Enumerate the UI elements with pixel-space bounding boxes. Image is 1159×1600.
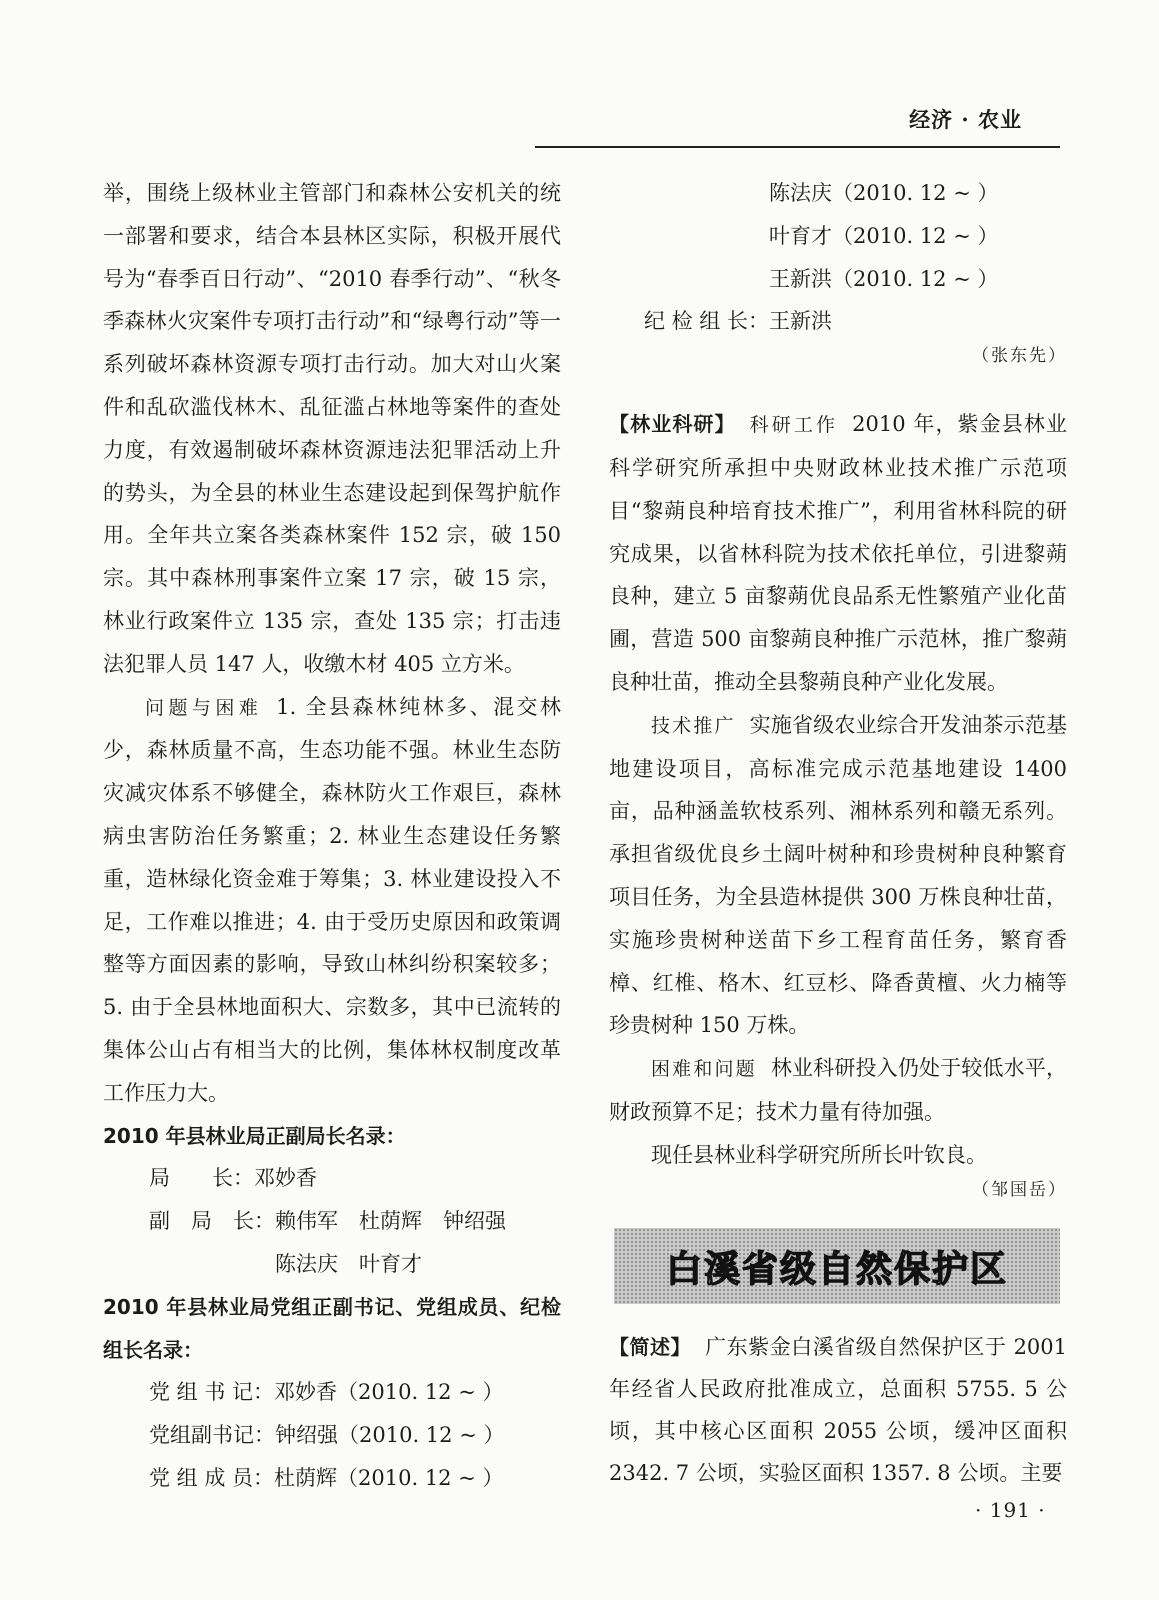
section-heading-overview: 【简述】: [609, 1335, 692, 1359]
right-column: [609, 172, 1067, 1207]
list-item: 党 组 成 员：杜荫辉（2010. 12 ~ ）: [149, 1465, 504, 1490]
list-item: 纪 检 组 长：王新洪: [644, 309, 833, 334]
enforcement-paragraph: 举，围绕上级林业主管部门和森林公安机关的统一部署和要求，结合本县林区实际，积极开展代号为“春季百日行动”、“2010 春季行动”、“秋冬季森林火灾案件专项打击行动”和“绿粤行动”等一系列破坏森林资源专项打击行动。加大对山火案件和乱砍滥伐林木、乱征滥占林地等案件的查处力度，有效遏制破坏森林资源违法犯罪活动上升的势头，为全县的林业生态建设起到保驾护航作用。全年共立案各类森林案件 152 宗，破 150 宗。其中森林刑事案件立案 17 宗，破 15 宗，林业行政案件立 135 宗，查处 135 宗；打击违法犯罪人员 147 人，收缴木材 405 立方米。: [103, 181, 561, 676]
problems-paragraph: [103, 686, 561, 1115]
list-item: 副 局 长：赖伟军 杜荫辉 钟绍强: [149, 1209, 506, 1234]
difficulty-paragraph: [609, 1047, 1067, 1134]
overview-block: [609, 1326, 1067, 1494]
bureau-list-title: 2010 年县林业局正副局长名录：: [103, 1123, 406, 1148]
overview-paragraph: [609, 1326, 1067, 1494]
problems-keyword: 问题与困难: [145, 696, 263, 719]
list-item: 陈法庆 叶育才: [275, 1251, 422, 1276]
party-list: [103, 1371, 561, 1499]
list-item: 王新洪（2010. 12 ~ ）: [769, 266, 999, 291]
director-paragraph: 现任县林业科学研究所所长叶钦良。: [651, 1142, 987, 1167]
section-heading-research: 【林业科研】: [609, 412, 736, 437]
header-rule: [535, 146, 1060, 148]
list-item: 党 组 书 记：邓妙香（2010. 12 ~ ）: [149, 1380, 504, 1405]
list-item: 局 长：邓妙香: [149, 1166, 317, 1191]
left-column: [103, 172, 561, 1500]
promotion-text: 实施省级农业综合开发油茶示范基地建设项目，高标准完成示范基地建设 1400 亩，品种涵盖软枝系列、湘林系列和赣无系列。承担省级优良乡土阔叶树种和珍贵树种良种繁育项目任务，为全县造林提供 300 万株良种壮苗，实施珍贵树种送苗下乡工程育苗任务，繁育香樟、红椎、格木、红豆杉、降香黄檀、火力楠等珍贵树种 150 万株。: [609, 712, 1067, 1038]
author-credit: （邹国岳）: [972, 1179, 1067, 1200]
bureau-list: [103, 1157, 561, 1285]
promotion-keyword: 技术推广: [651, 714, 736, 737]
page-number: · 191 ·: [975, 1498, 1046, 1522]
research-paragraph: [609, 403, 1067, 704]
running-header: 经济 · 农业: [909, 107, 1022, 132]
list-item: 叶育才（2010. 12 ~ ）: [769, 223, 999, 248]
overview-text: 广东紫金白溪省级自然保护区于 2001 年经省人民政府批准成立，总面积 5755. 5 公顷，其中核心区面积 2055 公顷，缓冲区面积 2342. 7 公顷，实验区面积 1357. 8 公顷。主要: [609, 1335, 1068, 1485]
list-item: 党组副书记：钟绍强（2010. 12 ~ ）: [149, 1423, 505, 1448]
author-credit: （张东先）: [972, 346, 1067, 367]
research-text: 2010 年，紫金县林业科学研究所承担中央财政林业技术推广示范项目“黎蒴良种培育技术推广”，利用省林科院的研究成果，以省林科院为技术依托单位，引进黎蒴良种，建立 5 亩黎蒴优良品系无性繁殖产业化苗圃，营造 500 亩黎蒴良种推广示范林，推广黎蒴良种壮苗，推动全县黎蒴良种产业化发展。: [609, 412, 1067, 694]
difficulty-keyword: 困难和问题: [651, 1058, 757, 1081]
problems-text: 1. 全县森林纯林多、混交林少，森林质量不高，生态功能不强。林业生态防灾减灾体系不够健全，森林防火工作艰巨，森林病虫害防治任务繁重；2. 林业生态建设任务繁重，造林绿化资金难于筹集；3. 林业建设投入不足，工作难以推进；4. 由于受历史原因和政策调整等方面因素的影响，导致山林纠纷积案较多；5. 由于全县林地面积大、宗数多，其中已流转的集体公山占有相当大的比例，集体林权制度改革工作压力大。: [103, 694, 561, 1105]
research-keyword: 科研工作: [749, 414, 839, 437]
section-title-banner: [614, 1228, 1060, 1304]
party-list-title: 2010 年县林业局党组正副书记、党组成员、纪检组长名录：: [103, 1294, 561, 1362]
promotion-paragraph: [609, 704, 1067, 1047]
section-title: 白溪省级自然保护区: [665, 1248, 1008, 1290]
difficulty-text: 林业科研投入仍处于较低水平，财政预算不足；技术力量有待加强。: [609, 1056, 1067, 1124]
list-item: 陈法庆（2010. 12 ~ ）: [769, 181, 999, 205]
